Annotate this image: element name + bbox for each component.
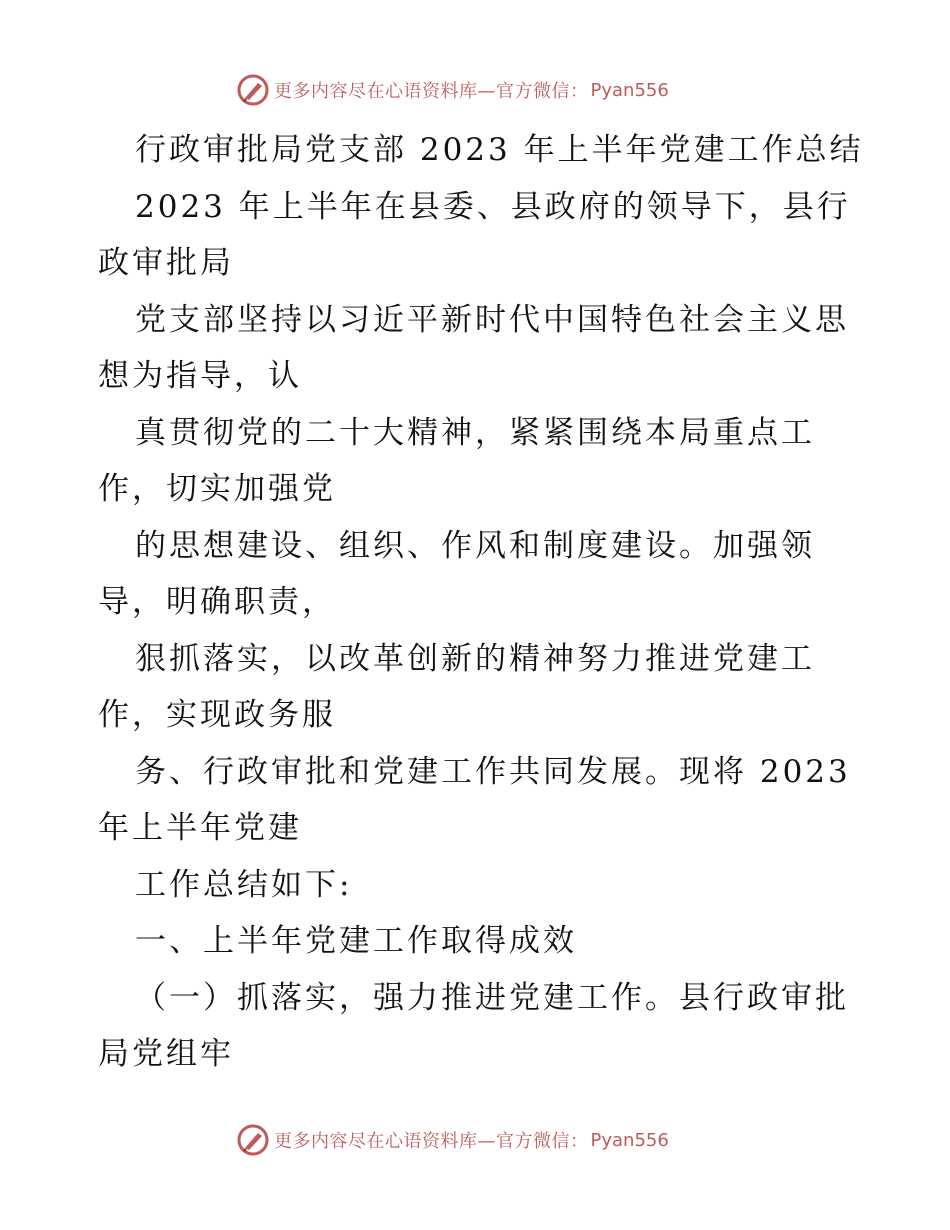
text-line: 作，实现政务服 bbox=[98, 697, 336, 733]
header-watermark bbox=[236, 72, 669, 108]
watermark-handle: Pyan556 bbox=[590, 79, 669, 101]
text-line: 2023 年上半年在县委、县政府的领导下，县行 bbox=[135, 188, 851, 225]
text-line: 党支部坚持以习近平新时代中国特色社会主义思 bbox=[135, 301, 849, 338]
text-line: 导，明确职责， bbox=[98, 584, 336, 620]
text-line: 真贯彻党的二十大精神，紧紧围绕本局重点工 bbox=[135, 414, 815, 451]
document-title: 行政审批局党支部 2023 年上半年党建工作总结 bbox=[135, 132, 864, 168]
text-line: 的思想建设、组织、作风和制度建设。加强领 bbox=[135, 527, 815, 564]
section-heading: 一、上半年党建工作取得成效 bbox=[135, 923, 577, 959]
document-body bbox=[98, 122, 864, 1083]
text-line: 局党组牢 bbox=[98, 1036, 234, 1072]
text-line: 年上半年党建 bbox=[98, 810, 302, 846]
text-line: 作，切实加强党 bbox=[98, 471, 336, 507]
footer-watermark bbox=[236, 1122, 669, 1158]
watermark-text: 更多内容尽在心语资料库—官方微信： bbox=[274, 81, 589, 102]
text-line: 狠抓落实，以改革创新的精神努力推进党建工 bbox=[135, 640, 815, 677]
text-line: 务、行政审批和党建工作共同发展。现将 2023 bbox=[135, 753, 851, 790]
watermark-text: 更多内容尽在心语资料库—官方微信： bbox=[274, 1131, 589, 1152]
subsection-heading: （一）抓落实，强力推进党建工作。县行政审批 bbox=[135, 979, 849, 1016]
text-line: 工作总结如下: bbox=[135, 866, 353, 903]
pen-logo-icon bbox=[236, 1123, 270, 1157]
watermark-handle: Pyan556 bbox=[590, 1129, 669, 1151]
text-line: 政审批局 bbox=[98, 245, 234, 281]
pen-logo-icon bbox=[236, 73, 270, 107]
text-line: 想为指导，认 bbox=[98, 358, 302, 394]
